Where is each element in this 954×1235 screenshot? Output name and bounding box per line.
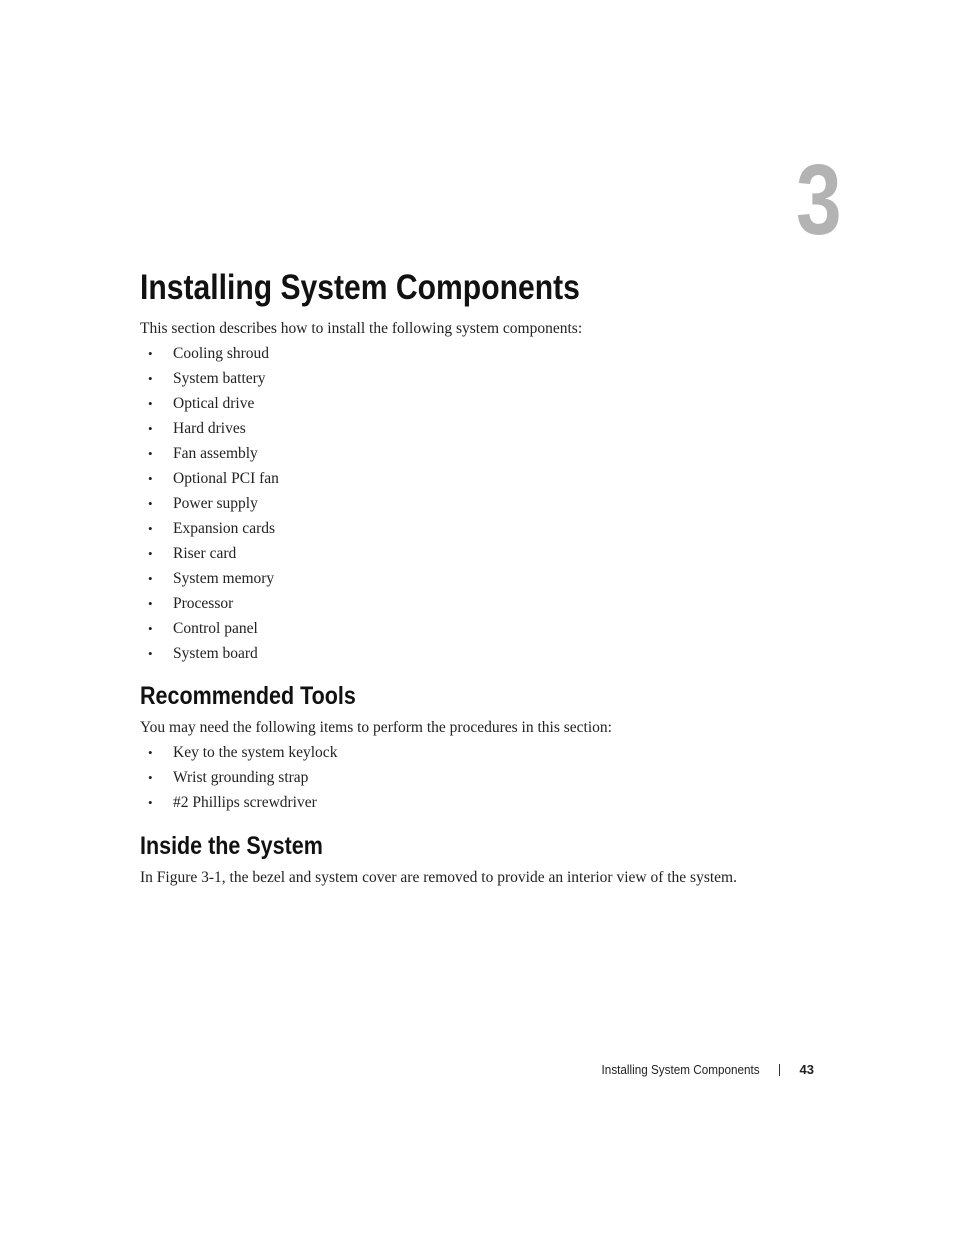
list-item: • Expansion cards <box>148 520 276 537</box>
bullet-icon: • <box>148 646 153 661</box>
chapter-title: Installing System Components <box>140 268 580 307</box>
inside-system-heading: Inside the System <box>140 832 323 860</box>
list-item: • Fan assembly <box>148 445 258 462</box>
list-item: • Optical drive <box>148 395 255 412</box>
recommended-tools-heading: Recommended Tools <box>140 682 356 710</box>
inside-system-paragraph: In Figure 3-1, the bezel and system cover are removed to provide an interior view of the system. <box>140 869 737 886</box>
bullet-icon: • <box>148 546 153 561</box>
list-item: • #2 Phillips screwdriver <box>148 794 317 811</box>
list-item: • Wrist grounding strap <box>148 769 309 786</box>
list-item: • Cooling shroud <box>148 345 270 362</box>
intro-paragraph: This section describes how to install the following system components: <box>140 320 583 337</box>
list-item: • System battery <box>148 370 266 387</box>
components-list <box>140 344 279 669</box>
bullet-icon: • <box>148 496 153 511</box>
list-item: • Optional PCI fan <box>148 470 279 487</box>
recommended-tools-paragraph: You may need the following items to perform the procedures in this section: <box>140 719 612 736</box>
tools-list <box>140 743 337 818</box>
chapter-number: 3 <box>796 144 840 256</box>
bullet-icon: • <box>148 621 153 636</box>
bullet-icon: • <box>148 346 153 361</box>
bullet-icon: • <box>148 446 153 461</box>
list-item: • System board <box>148 645 258 662</box>
bullet-icon: • <box>148 745 153 760</box>
bullet-icon: • <box>148 396 153 411</box>
bullet-icon: • <box>148 571 153 586</box>
list-item: • Processor <box>148 595 234 612</box>
bullet-icon: • <box>148 471 153 486</box>
bullet-icon: • <box>148 371 153 386</box>
bullet-icon: • <box>148 521 153 536</box>
page-footer <box>560 1061 814 1081</box>
list-item: • Riser card <box>148 545 237 562</box>
list-item: • Hard drives <box>148 420 246 437</box>
footer-title: Installing System Components <box>601 1062 760 1077</box>
list-item: • Control panel <box>148 620 258 637</box>
list-item: • Power supply <box>148 495 258 512</box>
bullet-icon: • <box>148 795 153 810</box>
list-item: • Key to the system keylock <box>148 744 338 761</box>
list-item: • System memory <box>148 570 275 587</box>
footer-separator <box>779 1064 780 1076</box>
bullet-icon: • <box>148 421 153 436</box>
page-number: 43 <box>799 1062 814 1077</box>
bullet-icon: • <box>148 770 153 785</box>
bullet-icon: • <box>148 596 153 611</box>
